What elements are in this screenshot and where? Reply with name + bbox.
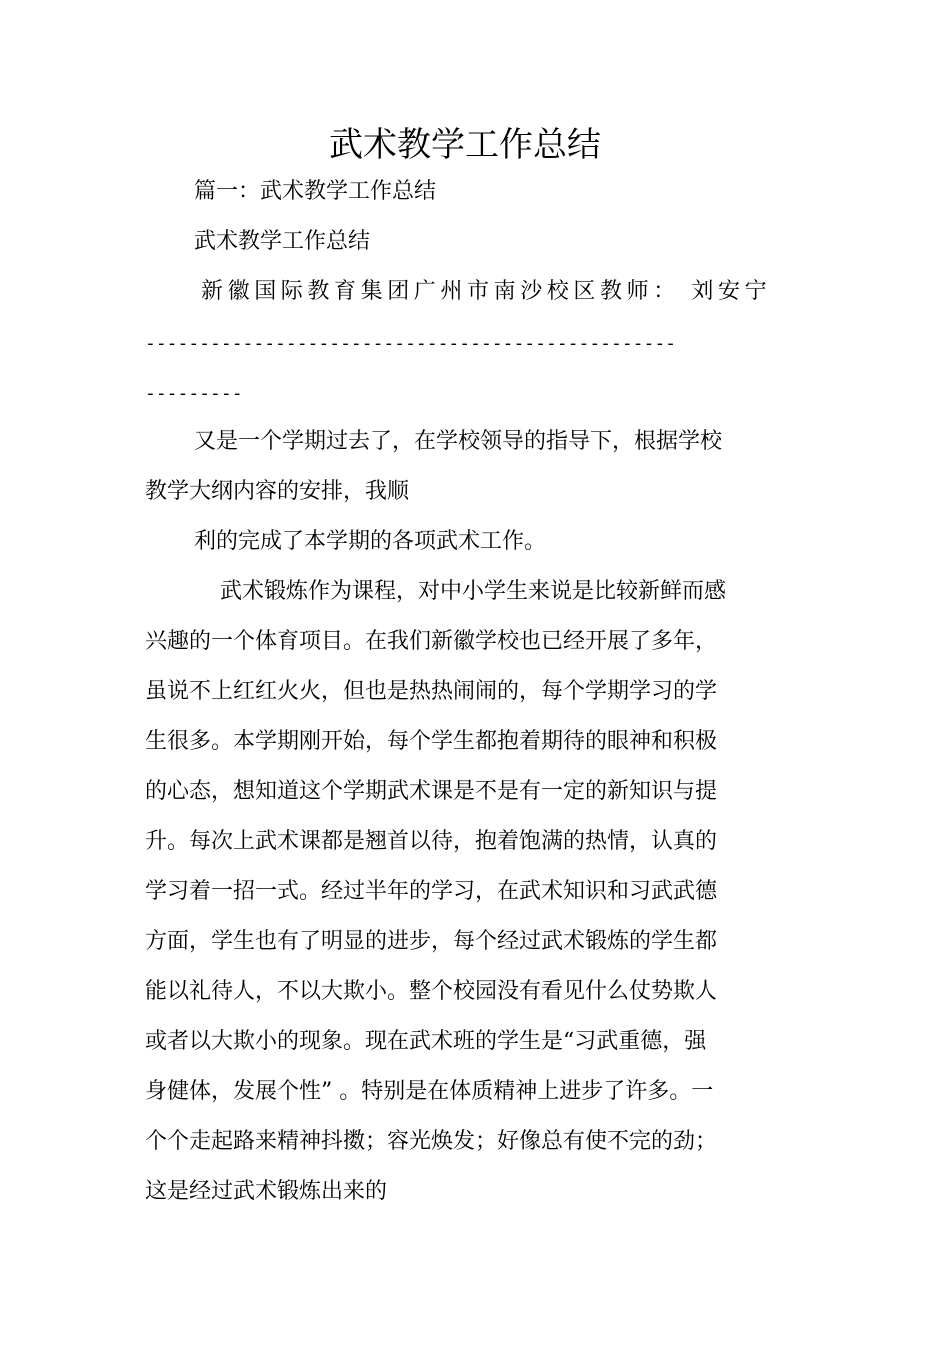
paragraph-line: 教学大纲内容的安排，我顺 [145,479,410,504]
paragraph-line: 学习着一招一式。经过半年的学习，在武术知识和习武武德 [145,879,718,904]
paragraph-line: 的心态，想知道这个学期武术课是不是有一定的新知识与提 [145,779,718,804]
paragraph-line: 武术锻炼作为课程，对中小学生来说是比较新鲜而感 [220,579,727,604]
subtitle: 武术教学工作总结 [194,229,371,254]
paragraph-line: 个个走起路来精神抖擞；容光焕发；好像总有使不完的劲； [145,1129,718,1154]
paragraph-line: 又是一个学期过去了，在学校领导的指导下，根据学校 [194,429,723,454]
paragraph-line: 或者以大欺小的现象。现在武术班的学生是“习武重德，强 [145,1029,707,1054]
paragraph-line: 方面，学生也有了明显的进步，每个经过武术锻炼的学生都 [145,929,718,954]
paragraph-line: 虽说不上红红火火，但也是热热闹闹的，每个学期学习的学 [145,679,718,704]
paragraph-line: 能以礼待人，不以大欺小。整个校园没有看见什么仗势欺人 [145,979,718,1004]
author-line: 新徽国际教育集团广州市南沙校区教师： 刘安宁 [201,279,772,304]
chapter-heading: 篇一：武术教学工作总结 [194,179,437,204]
paragraph-line: 利的完成了本学期的各项武术工作。 [194,529,547,554]
paragraph-line: 升。每次上武术课都是翘首以待，抱着饱满的热情，认真的 [145,829,718,854]
separator-short: --------- [145,383,243,404]
separator-long: ------------------------------------------------- [145,333,677,354]
paragraph-line: 生很多。本学期刚开始，每个学生都抱着期待的眼神和积极 [145,729,718,754]
document-title: 武术教学工作总结 [329,125,601,165]
paragraph-line: 兴趣的一个体育项目。在我们新徽学校也已经开展了多年， [145,629,718,654]
paragraph-line: 这是经过武术锻炼出来的 [145,1179,388,1204]
paragraph-line: 身健体，发展个性” 。特别是在体质精神上进步了许多。一 [145,1079,714,1104]
